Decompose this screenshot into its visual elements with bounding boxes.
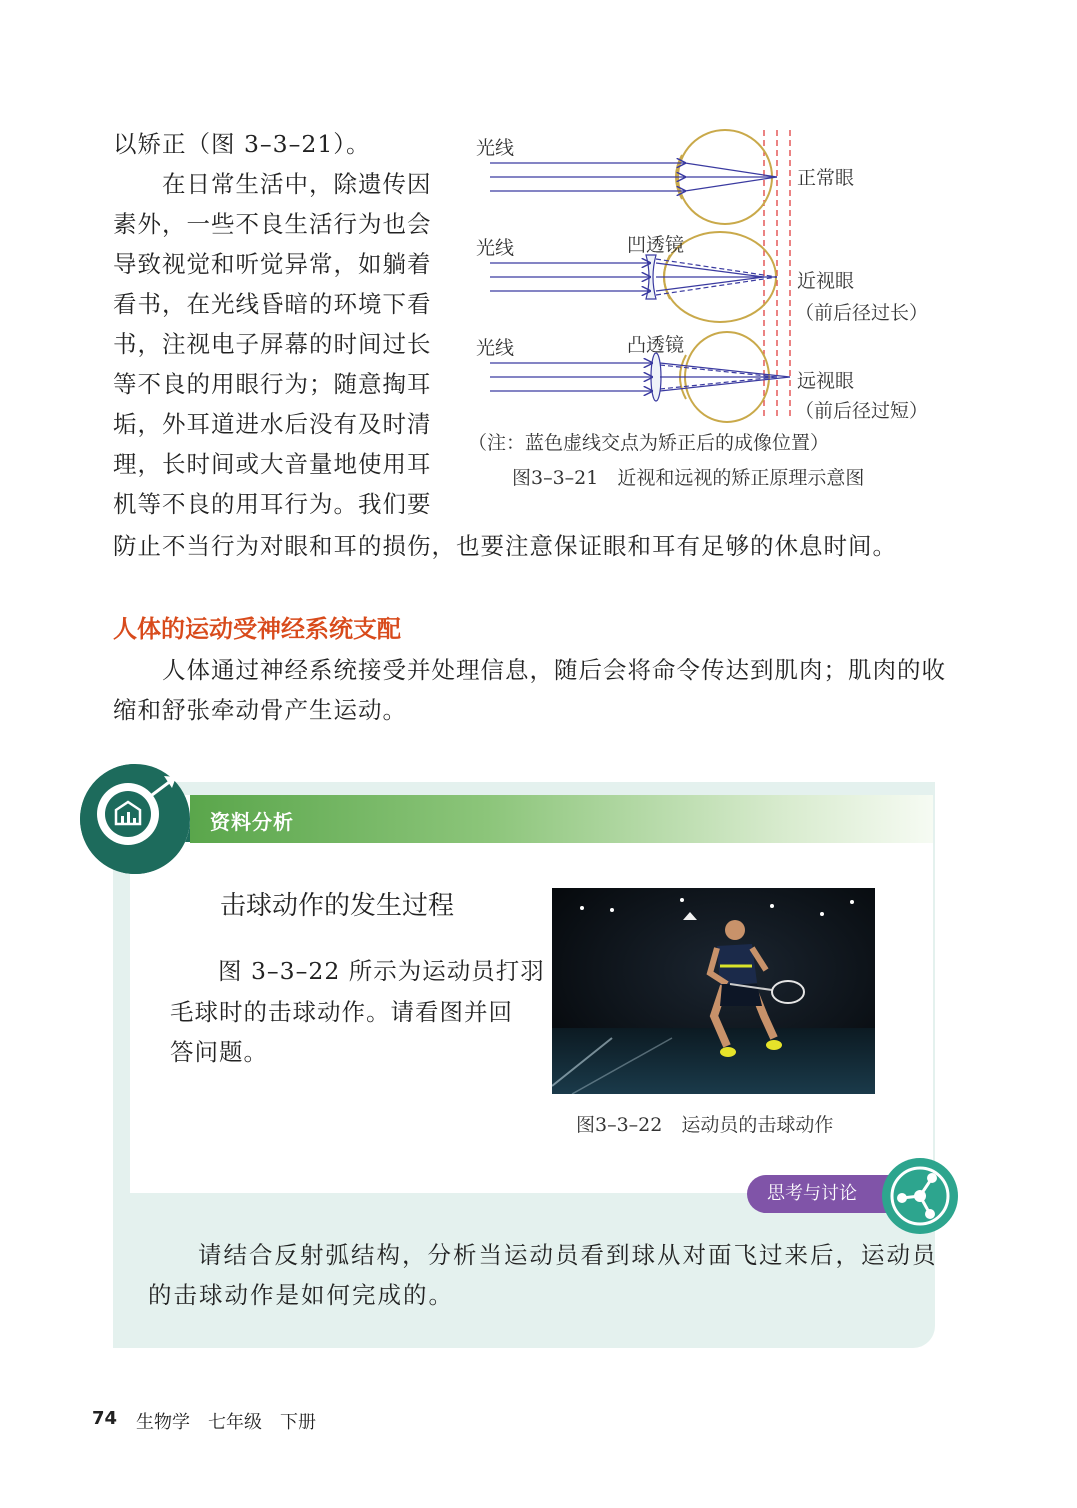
question-line: 的击球动作是如何完成的。: [148, 1281, 454, 1309]
myopia-note: （前后径过长）: [795, 302, 929, 324]
text-line: 书，注视电子屏幕的时间过长: [113, 330, 432, 358]
hyperopia-label: 远视眼: [797, 370, 855, 392]
text-line: 垢，外耳道进水后没有及时清: [113, 410, 432, 438]
eye-correction-diagram: [460, 125, 940, 425]
text-line: 机等不良的用耳行为。我们要: [113, 490, 432, 518]
text-line: 导致视觉和听觉异常，如躺着: [113, 250, 432, 278]
light-label: 光线: [476, 237, 515, 259]
text-line: 等不良的用眼行为；随意掏耳: [113, 370, 432, 398]
text-line: 毛球时的击球动作。请看图并回: [170, 998, 513, 1026]
text-line: 理，长时间或大音量地使用耳: [113, 450, 432, 478]
concave-lens-label: 凹透镜: [627, 234, 685, 256]
molecule-icon: [880, 1156, 960, 1236]
text-line: 以矫正（图 3–3–21）。: [113, 130, 371, 158]
chart-arrow-icon: [78, 762, 198, 882]
text-line: 看书，在光线昏暗的环境下看: [113, 290, 432, 318]
text-line: 防止不当行为对眼和耳的损伤，也要注意保证眼和耳有足够的休息时间。: [113, 532, 897, 560]
text-line: 答问题。: [170, 1038, 268, 1066]
text-line: 在日常生活中，除遗传因: [162, 170, 432, 198]
light-label: 光线: [476, 337, 515, 359]
text-line: 图 3–3–22 所示为运动员打羽: [218, 957, 545, 985]
hyperopia-note: （前后径过短）: [795, 400, 929, 422]
figure-note: （注：蓝色虚线交点为矫正后的成像位置）: [468, 432, 830, 454]
question-line: 请结合反射弧结构，分析当运动员看到球从对面飞过来后，运动员: [198, 1241, 938, 1269]
figure-caption: 图3–3–21 近视和远视的矫正原理示意图: [512, 467, 865, 489]
banner-label: 资料分析: [210, 810, 294, 834]
box-title: 击球动作的发生过程: [220, 891, 455, 921]
normal-eye: [490, 130, 777, 224]
discuss-badge: 思考与讨论: [747, 1175, 897, 1213]
text-line: 人体通过神经系统接受并处理信息，随后会将命令传达到肌肉；肌肉的收: [162, 656, 946, 684]
text-line: 缩和舒张牵动骨产生运动。: [113, 696, 407, 724]
light-label: 光线: [476, 137, 515, 159]
convex-lens-label: 凸透镜: [627, 334, 685, 356]
myopia-label: 近视眼: [797, 270, 855, 292]
text-line: 素外，一些不良生活行为也会: [113, 210, 432, 238]
analysis-banner: [190, 795, 933, 843]
photo-caption: 图3–3–22 运动员的击球动作: [576, 1114, 834, 1136]
normal-eye-label: 正常眼: [797, 167, 855, 189]
section-title: 人体的运动受神经系统支配: [113, 615, 401, 643]
badminton-photo: [552, 888, 875, 1094]
page-number: 74: [92, 1408, 118, 1429]
book-title: 生物学 七年级 下册: [136, 1412, 316, 1433]
